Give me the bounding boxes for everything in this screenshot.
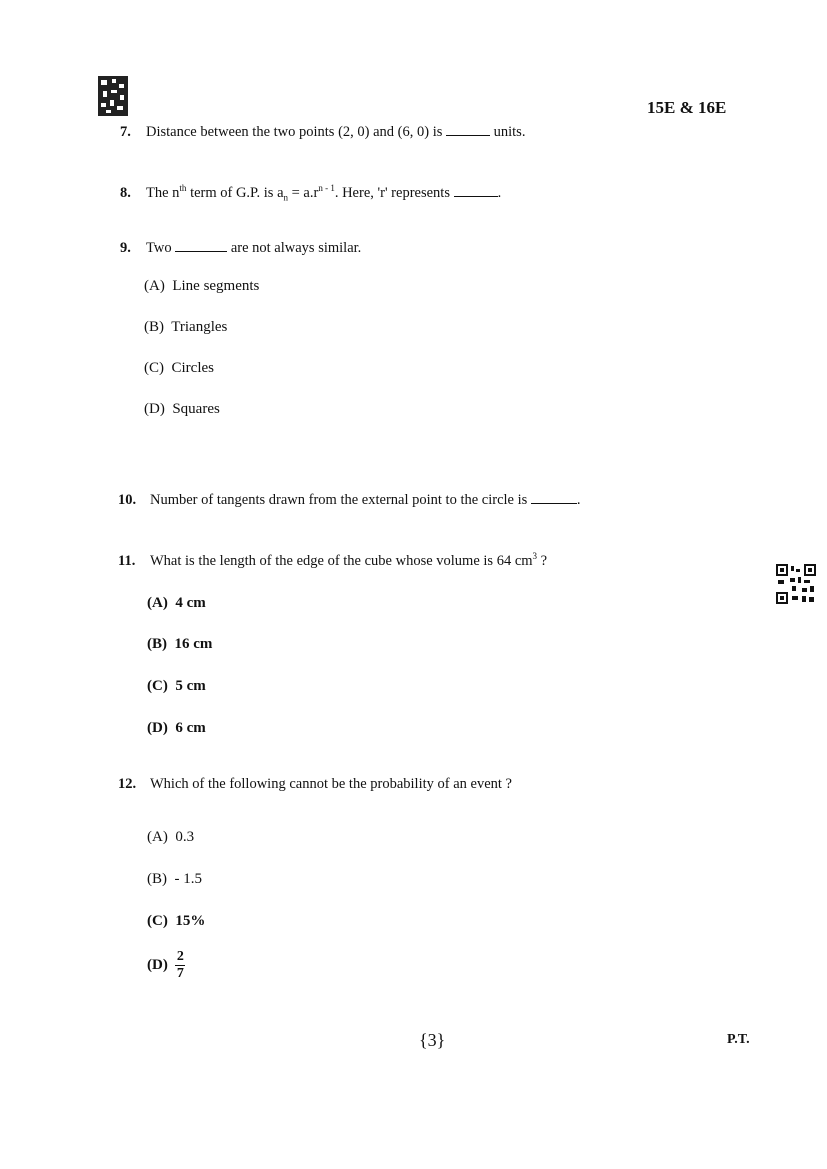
- question-7: 7. Distance between the two points (2, 0) and (6, 0) is units.: [120, 124, 526, 140]
- fraction: $\frac{2}{7}$: [176, 949, 184, 981]
- q9-option-c: (C) Circles: [144, 360, 214, 376]
- q12-option-d: (D) $\frac{2}{7}$: [147, 949, 184, 981]
- answer-blank: [531, 502, 577, 504]
- q11-option-c: (C) 5 cm: [147, 678, 206, 694]
- qr-code-icon: [776, 564, 816, 604]
- question-10: 10. Number of tangents drawn from the external point to the circle is .: [118, 492, 581, 508]
- answer-blank: [446, 134, 490, 136]
- q11-option-b: (B) 16 cm: [147, 636, 213, 652]
- qr-code-icon: [98, 76, 128, 116]
- please-turn-over: P.T.: [727, 1032, 750, 1047]
- q12-option-b: (B) - 1.5: [147, 871, 202, 887]
- q9-option-b: (B) Triangles: [144, 319, 228, 335]
- answer-blank: [454, 195, 498, 197]
- page-number: {3}: [419, 1030, 446, 1050]
- q12-option-a: (A) 0.3: [147, 829, 195, 845]
- paper-code: 15E & 16E: [647, 98, 727, 117]
- q12-option-c: (C) 15%: [147, 913, 206, 929]
- q11-option-a: (A) 4 cm: [147, 595, 206, 611]
- answer-blank: [175, 250, 227, 252]
- question-12: 12. Which of the following cannot be the probability of an event ?: [118, 776, 512, 792]
- question-9: 9. Two are not always similar.: [120, 240, 362, 256]
- q11-option-d: (D) 6 cm: [147, 720, 206, 736]
- question-8: 8. The $n^{th}$ term of G.P. is $a_n = a.r^{n - 1}$. Here, 'r' represents .: [120, 183, 502, 203]
- question-11: 11. What is the length of the edge of the cube whose volume is 64 $cm^3$ ?: [118, 551, 548, 569]
- q9-option-d: (D) Squares: [144, 401, 220, 417]
- q9-option-a: (A) Line segments: [144, 278, 260, 294]
